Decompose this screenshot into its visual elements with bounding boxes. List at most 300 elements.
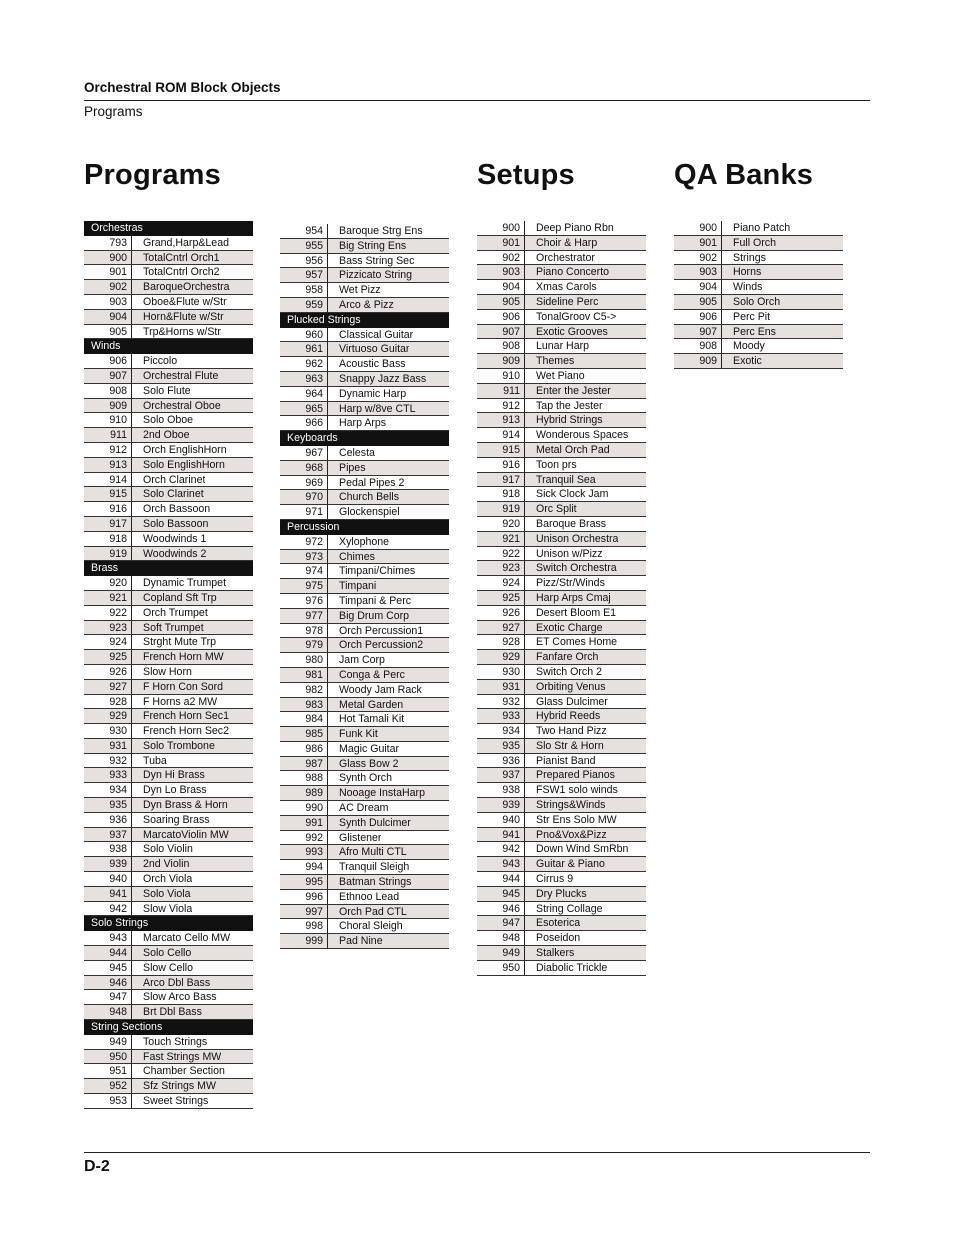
program-name: Dynamic Trumpet — [143, 577, 227, 590]
table-row — [84, 887, 253, 902]
table-row — [280, 742, 449, 757]
program-name: Orchestral Flute — [143, 369, 219, 382]
table-row — [84, 680, 253, 695]
program-name: Down Wind SmRbn — [536, 843, 629, 856]
program-name: Metal Garden — [339, 698, 404, 711]
table-row — [280, 342, 449, 357]
program-name: Horn&Flute w/Str — [143, 310, 224, 323]
program-number: 900 — [477, 221, 525, 235]
program-name: French Horn MW — [143, 651, 224, 664]
table-row — [280, 594, 449, 609]
program-name: Deep Piano Rbn — [536, 222, 614, 234]
program-number: 935 — [477, 739, 525, 753]
program-number: 922 — [84, 606, 132, 620]
program-name: Jam Corp — [339, 654, 385, 667]
table-row — [280, 638, 449, 653]
table-row — [280, 771, 449, 786]
section-header: Brass — [84, 561, 253, 576]
program-name: Horns — [733, 266, 762, 279]
program-number: 927 — [477, 621, 525, 635]
program-number: 952 — [84, 1079, 132, 1093]
table-row — [674, 354, 843, 369]
table-row — [280, 283, 449, 298]
table-row — [84, 458, 253, 473]
program-name: Orchestrator — [536, 251, 595, 264]
program-name: Choral Sleigh — [339, 920, 403, 933]
program-name: Hot Tamali Kit — [339, 713, 405, 726]
program-number: 917 — [84, 517, 132, 531]
table-row — [84, 502, 253, 517]
program-number: 911 — [84, 428, 132, 442]
program-number: 914 — [477, 428, 525, 442]
table-row — [84, 369, 253, 384]
program-number: 918 — [84, 532, 132, 546]
program-name: Guitar & Piano — [536, 858, 605, 871]
program-number: 941 — [477, 828, 525, 842]
program-name: Perc Pit — [733, 310, 771, 323]
program-name: Unison w/Pizz — [536, 547, 603, 560]
table-row — [84, 443, 253, 458]
program-number: 906 — [84, 354, 132, 368]
table-row — [84, 1079, 253, 1094]
program-name: Chamber Section — [143, 1065, 225, 1078]
table-row — [477, 931, 646, 946]
program-name: Wet Pizz — [339, 284, 381, 297]
table-row — [84, 1005, 253, 1020]
table-row — [84, 236, 253, 251]
program-name: Chimes — [339, 550, 375, 563]
program-name: Wet Piano — [536, 369, 585, 382]
program-name: Solo Trombone — [143, 739, 215, 752]
table-row — [84, 325, 253, 340]
table-row — [84, 265, 253, 280]
program-number: 986 — [280, 742, 328, 756]
program-number: 975 — [280, 579, 328, 593]
program-number: 932 — [84, 754, 132, 768]
program-number: 906 — [674, 310, 722, 324]
table-row — [477, 621, 646, 636]
table-row — [84, 931, 253, 946]
program-number: 972 — [280, 535, 328, 549]
program-name: Afro Multi CTL — [339, 846, 407, 859]
table-row — [84, 650, 253, 665]
table-row — [477, 754, 646, 769]
program-number: 932 — [477, 695, 525, 709]
table-row — [477, 251, 646, 266]
program-name: Themes — [536, 355, 575, 368]
program-name: Poseidon — [536, 932, 581, 945]
table-row — [477, 413, 646, 428]
program-number: 928 — [477, 635, 525, 649]
table-row — [84, 621, 253, 636]
program-number: 990 — [280, 801, 328, 815]
program-number: 926 — [84, 665, 132, 679]
table-row — [84, 547, 253, 562]
table-row — [477, 961, 646, 976]
program-name: Solo Bassoon — [143, 517, 209, 530]
program-name: Pizz/Str/Winds — [536, 577, 605, 590]
program-name: F Horns a2 MW — [143, 695, 218, 708]
program-number: 954 — [280, 224, 328, 238]
program-number: 976 — [280, 594, 328, 608]
program-number: 970 — [280, 490, 328, 504]
program-name: Church Bells — [339, 491, 400, 504]
table-row — [280, 535, 449, 550]
section-header: String Sections — [84, 1020, 253, 1035]
program-number: 906 — [477, 310, 525, 324]
table-row — [84, 310, 253, 325]
program-name: Perc Ens — [733, 325, 776, 338]
table-row — [477, 310, 646, 325]
program-number: 950 — [84, 1050, 132, 1064]
program-number: 938 — [477, 783, 525, 797]
table-row — [84, 695, 253, 710]
table-row — [477, 221, 646, 236]
program-number: 942 — [84, 902, 132, 916]
program-name: Soaring Brass — [143, 813, 210, 826]
table-row — [477, 295, 646, 310]
program-number: 940 — [477, 813, 525, 827]
program-name: Tranquil Sleigh — [339, 861, 410, 874]
table-row — [477, 547, 646, 562]
table-row — [477, 857, 646, 872]
program-number: 971 — [280, 505, 328, 519]
program-name: Wonderous Spaces — [536, 429, 629, 442]
table-row — [477, 946, 646, 961]
program-name: 2nd Violin — [143, 858, 190, 871]
program-name: Acoustic Bass — [339, 358, 406, 371]
program-number: 916 — [84, 502, 132, 516]
program-number: 953 — [84, 1094, 132, 1108]
program-number: 980 — [280, 653, 328, 667]
program-name: Magic Guitar — [339, 742, 400, 755]
table-row — [280, 668, 449, 683]
program-name: Snappy Jazz Bass — [339, 372, 427, 385]
program-name: Glistener — [339, 831, 382, 844]
program-number: 983 — [280, 698, 328, 712]
program-name: Tranquil Sea — [536, 473, 596, 486]
program-number: 979 — [280, 638, 328, 652]
program-number: 933 — [84, 768, 132, 782]
program-name: Batman Strings — [339, 876, 412, 889]
program-name: Sideline Perc — [536, 295, 599, 308]
program-name: Hybrid Reeds — [536, 710, 601, 723]
program-name: Str Ens Solo MW — [536, 813, 617, 826]
program-name: Strings&Winds — [536, 799, 606, 812]
table-row — [280, 905, 449, 920]
program-name: FSW1 solo winds — [536, 784, 618, 797]
program-number: 920 — [477, 517, 525, 531]
program-name: Orch Pad CTL — [339, 905, 407, 918]
program-number: 902 — [674, 251, 722, 265]
program-name: Woodwinds 1 — [143, 532, 207, 545]
program-number: 921 — [477, 532, 525, 546]
program-number: 977 — [280, 609, 328, 623]
program-name: Timpani & Perc — [339, 594, 412, 607]
program-name: TotalCntrl Orch1 — [143, 251, 220, 264]
table-row — [280, 919, 449, 934]
program-name: Marcato Cello MW — [143, 932, 231, 945]
program-number: 933 — [477, 709, 525, 723]
program-name: Orch Viola — [143, 873, 193, 886]
table-row — [280, 328, 449, 343]
table-row — [84, 990, 253, 1005]
table-row — [477, 739, 646, 754]
program-number: 931 — [477, 680, 525, 694]
table-row — [674, 339, 843, 354]
table-row — [84, 783, 253, 798]
program-number: 949 — [477, 946, 525, 960]
program-name: Harp Arps — [339, 417, 387, 430]
table-row — [674, 265, 843, 280]
table-row — [280, 831, 449, 846]
program-name: Pianist Band — [536, 754, 596, 767]
table-row — [477, 325, 646, 340]
program-number: 909 — [84, 399, 132, 413]
program-number: 998 — [280, 919, 328, 933]
program-number: 903 — [674, 265, 722, 279]
program-number: 993 — [280, 845, 328, 859]
table-row — [280, 934, 449, 949]
table-row — [477, 724, 646, 739]
table-row — [84, 724, 253, 739]
program-name: Choir & Harp — [536, 236, 598, 249]
table-row — [477, 487, 646, 502]
program-number: 955 — [280, 239, 328, 253]
program-name: Oboe&Flute w/Str — [143, 295, 227, 308]
program-name: Lunar Harp — [536, 340, 589, 353]
program-name: Touch Strings — [143, 1035, 208, 1048]
program-number: 905 — [477, 295, 525, 309]
program-name: Esoterica — [536, 917, 581, 930]
table-row — [84, 739, 253, 754]
table-row — [84, 354, 253, 369]
table-row — [84, 872, 253, 887]
program-name: Exotic Charge — [536, 621, 603, 634]
program-name: Soft Trumpet — [143, 621, 204, 634]
program-number: 931 — [84, 739, 132, 753]
program-number: 921 — [84, 591, 132, 605]
program-name: Full Orch — [733, 236, 776, 249]
table-row — [477, 502, 646, 517]
table-row — [280, 683, 449, 698]
program-name: Desert Bloom E1 — [536, 606, 617, 619]
table-row — [280, 268, 449, 283]
section-header: Orchestras — [84, 221, 253, 236]
table-row — [84, 1094, 253, 1109]
program-number: 930 — [84, 724, 132, 738]
program-name: Celesta — [339, 446, 375, 459]
program-name: Orch Clarinet — [143, 473, 206, 486]
program-name: Dyn Brass & Horn — [143, 799, 228, 812]
table-row — [477, 828, 646, 843]
program-name: Solo Violin — [143, 843, 193, 856]
program-name: Tap the Jester — [536, 399, 603, 412]
table-row — [477, 695, 646, 710]
program-number: 926 — [477, 606, 525, 620]
table-row — [280, 387, 449, 402]
header-rule — [84, 100, 870, 101]
program-name: Solo Orch — [733, 295, 781, 308]
program-number: 929 — [477, 650, 525, 664]
program-name: Trp&Horns w/Str — [143, 325, 221, 338]
table-row — [477, 591, 646, 606]
program-name: AC Dream — [339, 802, 389, 815]
program-number: 930 — [477, 665, 525, 679]
program-number: 944 — [477, 872, 525, 886]
table-row — [280, 476, 449, 491]
program-number: 928 — [84, 695, 132, 709]
program-number: 936 — [477, 754, 525, 768]
program-number: 927 — [84, 680, 132, 694]
program-number: 912 — [84, 443, 132, 457]
table-row — [477, 369, 646, 384]
table-row — [84, 902, 253, 917]
program-number: 900 — [84, 251, 132, 265]
table-row — [84, 1064, 253, 1079]
qa-banks-heading: QA Banks — [674, 159, 814, 191]
program-number: 962 — [280, 357, 328, 371]
section-header: Percussion — [280, 520, 449, 535]
table-row — [84, 842, 253, 857]
table-row — [477, 265, 646, 280]
program-number: 935 — [84, 798, 132, 812]
table-row — [84, 251, 253, 266]
program-number: 981 — [280, 668, 328, 682]
table-row — [477, 473, 646, 488]
program-number: 917 — [477, 473, 525, 487]
program-name: Fanfare Orch — [536, 651, 599, 664]
program-number: 910 — [477, 369, 525, 383]
program-number: 982 — [280, 683, 328, 697]
program-name: Arco Dbl Bass — [143, 976, 211, 989]
program-number: 947 — [477, 916, 525, 930]
program-number: 956 — [280, 254, 328, 268]
program-name: Piano Concerto — [536, 266, 610, 279]
program-number: 995 — [280, 875, 328, 889]
program-number: 961 — [280, 342, 328, 356]
table-row — [674, 236, 843, 251]
program-name: Dynamic Harp — [339, 387, 407, 400]
program-number: 908 — [477, 339, 525, 353]
program-number: 913 — [477, 413, 525, 427]
program-number: 958 — [280, 283, 328, 297]
program-number: 914 — [84, 473, 132, 487]
program-number: 966 — [280, 416, 328, 430]
program-name: Solo Oboe — [143, 414, 194, 427]
table-row — [280, 712, 449, 727]
program-number: 907 — [674, 325, 722, 339]
program-number: 968 — [280, 461, 328, 475]
table-row — [280, 727, 449, 742]
table-row — [280, 786, 449, 801]
table-row — [477, 768, 646, 783]
table-row — [280, 446, 449, 461]
program-number: 938 — [84, 842, 132, 856]
program-name: Timpani — [339, 580, 377, 593]
program-number: 937 — [477, 768, 525, 782]
program-number: 916 — [477, 458, 525, 472]
table-row — [674, 251, 843, 266]
program-name: Orbiting Venus — [536, 680, 606, 693]
program-name: Synth Orch — [339, 772, 392, 785]
program-name: Classical Guitar — [339, 328, 414, 341]
table-row — [477, 813, 646, 828]
program-number: 942 — [477, 842, 525, 856]
table-row — [477, 561, 646, 576]
program-name: Harp Arps Cmaj — [536, 591, 611, 604]
program-name: French Horn Sec2 — [143, 725, 229, 738]
program-number: 939 — [84, 857, 132, 871]
program-name: Unison Orchestra — [536, 532, 619, 545]
program-number: 918 — [477, 487, 525, 501]
table-row — [84, 665, 253, 680]
program-name: Solo Viola — [143, 887, 191, 900]
program-number: 919 — [477, 502, 525, 516]
program-number: 997 — [280, 905, 328, 919]
program-number: 992 — [280, 831, 328, 845]
program-number: 965 — [280, 402, 328, 416]
program-number: 944 — [84, 946, 132, 960]
program-name: Solo Cello — [143, 947, 192, 960]
program-name: Tuba — [143, 754, 167, 767]
table-row — [674, 325, 843, 340]
table-row — [280, 298, 449, 313]
program-number: 964 — [280, 387, 328, 401]
program-number: 925 — [84, 650, 132, 664]
program-number: 909 — [477, 354, 525, 368]
program-name: Copland Sft Trp — [143, 591, 217, 604]
program-number: 988 — [280, 771, 328, 785]
program-name: Exotic Grooves — [536, 325, 608, 338]
table-row — [84, 576, 253, 591]
program-number: 919 — [84, 547, 132, 561]
program-name: F Horn Con Sord — [143, 680, 224, 693]
table-row — [280, 624, 449, 639]
section-header: Solo Strings — [84, 916, 253, 931]
program-name: Grand,Harp&Lead — [143, 236, 229, 249]
table-row — [84, 428, 253, 443]
running-header-title: Orchestral ROM Block Objects — [84, 80, 281, 95]
program-name: Pno&Vox&Pizz — [536, 828, 607, 841]
table-row — [84, 1050, 253, 1065]
program-number: 939 — [477, 798, 525, 812]
table-row — [84, 635, 253, 650]
program-number: 902 — [84, 280, 132, 294]
program-number: 908 — [674, 339, 722, 353]
table-row — [280, 653, 449, 668]
table-row — [280, 224, 449, 239]
program-number: 940 — [84, 872, 132, 886]
program-name: Slow Horn — [143, 665, 192, 678]
table-row — [477, 680, 646, 695]
table-row — [280, 505, 449, 520]
table-row — [280, 416, 449, 431]
program-number: 910 — [84, 413, 132, 427]
table-row — [84, 487, 253, 502]
program-name: Dyn Hi Brass — [143, 769, 205, 782]
program-name: Toon prs — [536, 458, 577, 471]
table-row — [674, 295, 843, 310]
table-row — [84, 473, 253, 488]
program-number: 947 — [84, 990, 132, 1004]
program-name: MarcatoViolin MW — [143, 828, 229, 841]
programs-heading: Programs — [84, 159, 221, 191]
table-row — [84, 857, 253, 872]
program-number: 911 — [477, 384, 525, 398]
program-name: Harp w/8ve CTL — [339, 402, 416, 415]
table-row — [477, 709, 646, 724]
